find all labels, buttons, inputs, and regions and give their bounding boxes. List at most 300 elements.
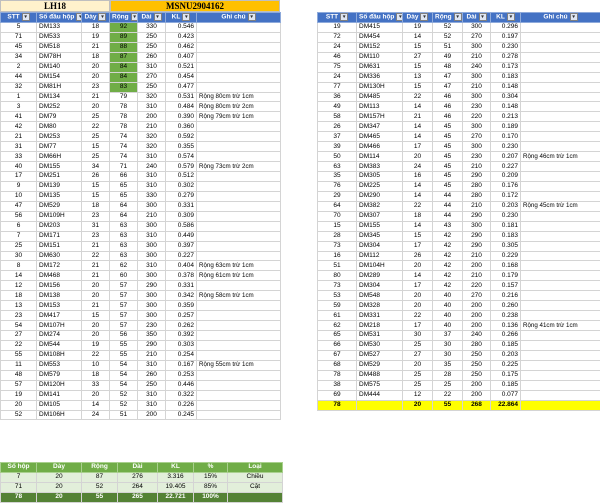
cell-weight[interactable]: 0.213 <box>491 112 521 122</box>
summary-cell-type[interactable]: Chiều <box>228 472 283 482</box>
cell-width[interactable]: 44 <box>433 201 463 211</box>
cell-thickness[interactable]: 24 <box>82 410 110 420</box>
header-box-number[interactable] <box>357 13 403 23</box>
total-cell-note[interactable] <box>521 400 600 410</box>
cell-stt[interactable]: 42 <box>1 122 37 132</box>
cell-weight[interactable]: 0.230 <box>491 211 521 221</box>
cell-width[interactable]: 56 <box>110 331 138 341</box>
cell-stt[interactable]: 23 <box>1 311 37 321</box>
cell-box-number[interactable]: DM225 <box>357 181 403 191</box>
header-note[interactable] <box>197 13 281 23</box>
summary-total-length[interactable]: 265 <box>118 492 158 502</box>
cell-stt[interactable]: 61 <box>318 311 357 321</box>
cell-stt[interactable]: 70 <box>318 211 357 221</box>
cell-width[interactable]: 45 <box>433 132 463 142</box>
cell-weight[interactable]: 0.253 <box>166 370 197 380</box>
cell-box-number[interactable]: DM417 <box>37 311 82 321</box>
cell-thickness[interactable]: 15 <box>82 191 110 201</box>
cell-width[interactable]: 46 <box>433 112 463 122</box>
cell-note[interactable] <box>197 42 281 52</box>
header-weight[interactable] <box>491 13 521 23</box>
cell-weight[interactable]: 0.175 <box>491 370 521 380</box>
header-length[interactable] <box>463 13 491 23</box>
cell-length[interactable]: 200 <box>138 112 166 122</box>
cell-note[interactable] <box>197 321 281 331</box>
cell-stt[interactable]: 21 <box>1 132 37 142</box>
cell-box-number[interactable]: DM218 <box>357 321 403 331</box>
header-width[interactable] <box>433 13 463 23</box>
cell-box-number[interactable]: DM485 <box>357 92 403 102</box>
cell-weight[interactable]: 0.257 <box>166 311 197 321</box>
cell-note[interactable] <box>197 72 281 82</box>
cell-note[interactable] <box>197 350 281 360</box>
cell-thickness[interactable]: 22 <box>403 311 433 321</box>
cell-stt[interactable]: 73 <box>318 241 357 251</box>
cell-note[interactable] <box>197 201 281 211</box>
cell-thickness[interactable]: 18 <box>403 211 433 221</box>
cell-width[interactable]: 63 <box>110 241 138 251</box>
cell-width[interactable]: 63 <box>110 221 138 231</box>
cell-box-number[interactable]: DM345 <box>357 231 403 241</box>
cell-box-number[interactable]: DM529 <box>357 360 403 370</box>
cell-note[interactable] <box>197 221 281 231</box>
cell-length[interactable]: 210 <box>138 211 166 221</box>
cell-stt[interactable]: 6 <box>1 221 37 231</box>
cell-note[interactable] <box>521 132 600 142</box>
cell-stt[interactable]: 40 <box>1 162 37 172</box>
header-weight[interactable] <box>166 13 197 23</box>
cell-weight[interactable]: 0.342 <box>166 291 197 301</box>
cell-length[interactable]: 300 <box>138 311 166 321</box>
cell-box-number[interactable]: DM466 <box>357 142 403 152</box>
cell-weight[interactable]: 0.157 <box>491 281 521 291</box>
cell-thickness[interactable]: 17 <box>403 241 433 251</box>
cell-thickness[interactable]: 20 <box>82 331 110 341</box>
cell-length[interactable]: 210 <box>463 201 491 211</box>
cell-note[interactable] <box>521 360 600 370</box>
cell-width[interactable]: 30 <box>433 350 463 360</box>
cell-length[interactable]: 300 <box>463 221 491 231</box>
cell-weight[interactable]: 0.183 <box>491 72 521 82</box>
cell-box-number[interactable]: DM120H <box>37 380 82 390</box>
cell-width[interactable]: 78 <box>110 102 138 112</box>
cell-note[interactable] <box>521 370 600 380</box>
cell-stt[interactable]: 54 <box>1 321 37 331</box>
cell-stt[interactable]: 73 <box>318 281 357 291</box>
cell-width[interactable]: 62 <box>110 261 138 271</box>
cell-stt[interactable]: 11 <box>1 360 37 370</box>
cell-stt[interactable]: 44 <box>1 72 37 82</box>
cell-thickness[interactable]: 20 <box>403 291 433 301</box>
cell-weight[interactable]: 0.170 <box>491 132 521 142</box>
cell-thickness[interactable]: 19 <box>82 32 110 42</box>
header-stt[interactable] <box>1 13 37 23</box>
cell-note[interactable]: Rộng 79cm trừ 1cm <box>197 112 281 122</box>
cell-note[interactable] <box>521 281 600 291</box>
cell-stt[interactable]: 32 <box>1 82 37 92</box>
cell-box-number[interactable]: DM304 <box>357 241 403 251</box>
cell-length[interactable]: 310 <box>138 390 166 400</box>
cell-width[interactable]: 88 <box>110 42 138 52</box>
summary-cell-type[interactable]: Cặt <box>228 482 283 492</box>
cell-length[interactable]: 300 <box>138 301 166 311</box>
cell-thickness[interactable]: 25 <box>82 132 110 142</box>
cell-note[interactable] <box>521 92 600 102</box>
cell-width[interactable]: 40 <box>433 321 463 331</box>
cell-width[interactable]: 57 <box>110 291 138 301</box>
sheet-title-left[interactable]: LH18 <box>0 0 110 12</box>
cell-stt[interactable]: 2 <box>1 62 37 72</box>
cell-thickness[interactable]: 21 <box>82 261 110 271</box>
cell-thickness[interactable]: 20 <box>403 360 433 370</box>
cell-width[interactable]: 57 <box>110 311 138 321</box>
sheet-title-right[interactable]: MSNU2904162 <box>110 0 280 12</box>
cell-box-number[interactable]: DM138 <box>37 291 82 301</box>
cell-weight[interactable]: 0.586 <box>166 221 197 231</box>
cell-length[interactable]: 200 <box>138 410 166 420</box>
cell-box-number[interactable]: DM152 <box>357 42 403 52</box>
cell-width[interactable]: 45 <box>433 122 463 132</box>
summary-cell-percent[interactable]: 85% <box>194 482 228 492</box>
cell-weight[interactable]: 0.168 <box>491 261 521 271</box>
cell-length[interactable]: 230 <box>463 102 491 112</box>
cell-thickness[interactable]: 15 <box>403 82 433 92</box>
cell-box-number[interactable]: DM109H <box>37 211 82 221</box>
cell-box-number[interactable]: DM140 <box>37 62 82 72</box>
cell-stt[interactable]: 55 <box>1 350 37 360</box>
cell-weight[interactable]: 0.230 <box>491 42 521 52</box>
cell-box-number[interactable]: DM78H <box>37 52 82 62</box>
cell-weight[interactable]: 0.392 <box>166 331 197 341</box>
cell-stt[interactable]: 15 <box>318 221 357 231</box>
cell-width[interactable]: 42 <box>433 241 463 251</box>
cell-stt[interactable]: 77 <box>318 82 357 92</box>
cell-note[interactable]: Rộng 45cm trừ 1cm <box>521 201 600 211</box>
cell-width[interactable]: 48 <box>433 62 463 72</box>
cell-weight[interactable]: 0.454 <box>166 72 197 82</box>
cell-box-number[interactable]: DM631 <box>357 62 403 72</box>
summary-header-box-count[interactable]: Số hộp <box>1 463 37 473</box>
cell-stt[interactable]: 1 <box>1 92 37 102</box>
cell-thickness[interactable]: 14 <box>403 132 433 142</box>
cell-note[interactable] <box>521 72 600 82</box>
cell-note[interactable] <box>521 291 600 301</box>
cell-note[interactable] <box>197 410 281 420</box>
summary-total-box-count[interactable]: 78 <box>1 492 37 502</box>
cell-weight[interactable]: 0.484 <box>166 102 197 112</box>
header-length[interactable] <box>138 13 166 23</box>
cell-note[interactable] <box>521 122 600 132</box>
cell-stt[interactable]: 19 <box>318 22 357 32</box>
cell-thickness[interactable]: 17 <box>403 281 433 291</box>
cell-box-number[interactable]: DM465 <box>357 132 403 142</box>
cell-width[interactable]: 65 <box>110 181 138 191</box>
cell-box-number[interactable]: DM171 <box>37 231 82 241</box>
cell-box-number[interactable]: DM533 <box>37 32 82 42</box>
cell-length[interactable]: 300 <box>463 92 491 102</box>
cell-thickness[interactable]: 23 <box>82 82 110 92</box>
cell-thickness[interactable]: 21 <box>82 42 110 52</box>
cell-thickness[interactable]: 15 <box>82 181 110 191</box>
cell-note[interactable]: Rộng 80cm trừ 1cm <box>197 92 281 102</box>
cell-note[interactable] <box>197 122 281 132</box>
cell-stt[interactable]: 72 <box>318 32 357 42</box>
cell-box-number[interactable]: DM139 <box>37 181 82 191</box>
cell-width[interactable]: 42 <box>433 261 463 271</box>
cell-length[interactable]: 300 <box>463 42 491 52</box>
cell-length[interactable]: 200 <box>463 321 491 331</box>
cell-thickness[interactable]: 14 <box>403 181 433 191</box>
cell-weight[interactable]: 0.574 <box>166 152 197 162</box>
cell-width[interactable]: 92 <box>110 22 138 32</box>
cell-thickness[interactable]: 21 <box>82 271 110 281</box>
summary-cell-weight[interactable]: 3.316 <box>158 472 194 482</box>
cell-stt[interactable]: 46 <box>318 52 357 62</box>
cell-stt[interactable]: 12 <box>1 281 37 291</box>
cell-thickness[interactable]: 14 <box>403 271 433 281</box>
cell-stt[interactable]: 52 <box>1 410 37 420</box>
cell-stt[interactable]: 29 <box>318 191 357 201</box>
cell-box-number[interactable]: DM252 <box>37 102 82 112</box>
cell-weight[interactable]: 0.185 <box>491 380 521 390</box>
cell-thickness[interactable]: 15 <box>403 62 433 72</box>
cell-weight[interactable]: 0.185 <box>491 340 521 350</box>
cell-length[interactable]: 290 <box>463 211 491 221</box>
cell-length[interactable]: 300 <box>138 221 166 231</box>
cell-length[interactable]: 330 <box>138 191 166 201</box>
cell-box-number[interactable]: DM304 <box>357 281 403 291</box>
cell-width[interactable]: 84 <box>110 62 138 72</box>
cell-length[interactable]: 210 <box>463 271 491 281</box>
cell-length[interactable]: 320 <box>138 142 166 152</box>
cell-length[interactable]: 230 <box>138 321 166 331</box>
cell-width[interactable]: 44 <box>433 191 463 201</box>
cell-length[interactable]: 240 <box>463 62 491 72</box>
cell-note[interactable] <box>197 241 281 251</box>
cell-box-number[interactable]: DM104H <box>357 261 403 271</box>
cell-thickness[interactable]: 21 <box>403 112 433 122</box>
cell-stt[interactable]: 10 <box>1 191 37 201</box>
summary-header-type[interactable]: Loại <box>228 463 283 473</box>
cell-note[interactable]: Rộng 63cm trừ 1cm <box>197 261 281 271</box>
cell-weight[interactable]: 0.397 <box>166 241 197 251</box>
cell-width[interactable]: 57 <box>110 301 138 311</box>
cell-stt[interactable]: 25 <box>1 241 37 251</box>
cell-thickness[interactable]: 20 <box>82 62 110 72</box>
cell-thickness[interactable]: 25 <box>403 370 433 380</box>
cell-note[interactable] <box>197 301 281 311</box>
cell-width[interactable]: 52 <box>110 400 138 410</box>
cell-width[interactable]: 25 <box>433 380 463 390</box>
cell-width[interactable]: 63 <box>110 231 138 241</box>
cell-box-number[interactable]: DM630 <box>37 251 82 261</box>
cell-length[interactable]: 210 <box>463 82 491 92</box>
cell-width[interactable]: 45 <box>433 142 463 152</box>
cell-stt[interactable]: 41 <box>1 112 37 122</box>
cell-length[interactable]: 300 <box>138 291 166 301</box>
summary-cell-width[interactable]: 52 <box>82 482 118 492</box>
cell-note[interactable] <box>197 281 281 291</box>
cell-thickness[interactable]: 27 <box>403 350 433 360</box>
summary-total-weight[interactable]: 22.721 <box>158 492 194 502</box>
cell-note[interactable] <box>197 340 281 350</box>
cell-weight[interactable]: 0.378 <box>166 271 197 281</box>
summary-header-width[interactable]: Rộng <box>82 463 118 473</box>
cell-length[interactable]: 310 <box>138 102 166 112</box>
cell-width[interactable]: 51 <box>433 42 463 52</box>
cell-width[interactable]: 49 <box>433 52 463 62</box>
summary-cell-thickness[interactable]: 20 <box>37 482 82 492</box>
cell-note[interactable] <box>197 52 281 62</box>
cell-weight[interactable]: 0.262 <box>166 321 197 331</box>
cell-length[interactable]: 210 <box>463 162 491 172</box>
cell-stt[interactable]: 22 <box>1 340 37 350</box>
cell-stt[interactable]: 59 <box>318 301 357 311</box>
cell-thickness[interactable]: 23 <box>82 231 110 241</box>
cell-thickness[interactable]: 26 <box>403 251 433 261</box>
cell-weight[interactable]: 0.477 <box>166 82 197 92</box>
cell-box-number[interactable]: DM548 <box>357 291 403 301</box>
cell-width[interactable]: 74 <box>110 132 138 142</box>
cell-stt[interactable]: 66 <box>318 340 357 350</box>
cell-width[interactable]: 65 <box>110 191 138 201</box>
cell-weight[interactable]: 0.407 <box>166 52 197 62</box>
cell-length[interactable]: 270 <box>463 132 491 142</box>
cell-length[interactable]: 250 <box>138 32 166 42</box>
cell-length[interactable]: 270 <box>463 32 491 42</box>
filter-dropdown-icon[interactable]: ▾ <box>479 13 487 21</box>
cell-thickness[interactable]: 25 <box>403 380 433 390</box>
cell-length[interactable]: 310 <box>138 172 166 182</box>
cell-length[interactable]: 200 <box>463 311 491 321</box>
cell-weight[interactable]: 0.359 <box>166 301 197 311</box>
cell-weight[interactable]: 0.148 <box>491 82 521 92</box>
cell-thickness[interactable]: 12 <box>403 390 433 400</box>
cell-box-number[interactable]: DM382 <box>357 201 403 211</box>
cell-width[interactable]: 84 <box>110 72 138 82</box>
filter-dropdown-icon[interactable]: ▾ <box>182 13 190 21</box>
cell-thickness[interactable]: 21 <box>82 92 110 102</box>
cell-weight[interactable]: 0.183 <box>491 231 521 241</box>
cell-note[interactable] <box>521 162 600 172</box>
cell-length[interactable]: 210 <box>138 122 166 132</box>
cell-stt[interactable]: 57 <box>1 380 37 390</box>
cell-weight[interactable]: 0.423 <box>166 32 197 42</box>
cell-thickness[interactable]: 27 <box>403 52 433 62</box>
cell-length[interactable]: 210 <box>463 251 491 261</box>
cell-box-number[interactable]: DM307 <box>357 211 403 221</box>
cell-note[interactable]: Rộng 58cm trừ 1cm <box>197 291 281 301</box>
cell-weight[interactable]: 0.331 <box>166 201 197 211</box>
cell-stt[interactable]: 19 <box>1 390 37 400</box>
cell-thickness[interactable]: 20 <box>82 102 110 112</box>
cell-thickness[interactable]: 26 <box>82 172 110 182</box>
summary-cell-percent[interactable]: 15% <box>194 472 228 482</box>
cell-length[interactable]: 250 <box>463 350 491 360</box>
cell-weight[interactable]: 0.203 <box>491 201 521 211</box>
cell-length[interactable]: 200 <box>463 380 491 390</box>
cell-weight[interactable]: 0.303 <box>166 340 197 350</box>
cell-note[interactable] <box>197 132 281 142</box>
cell-stt[interactable]: 39 <box>318 142 357 152</box>
cell-length[interactable]: 330 <box>138 22 166 32</box>
cell-width[interactable]: 55 <box>110 350 138 360</box>
cell-note[interactable] <box>521 251 600 261</box>
cell-box-number[interactable]: DM336 <box>357 72 403 82</box>
cell-note[interactable] <box>197 172 281 182</box>
cell-length[interactable]: 320 <box>138 92 166 102</box>
cell-note[interactable] <box>197 142 281 152</box>
cell-thickness[interactable]: 22 <box>403 92 433 102</box>
summary-header-length[interactable]: Dài <box>118 463 158 473</box>
header-thickness[interactable] <box>82 13 110 23</box>
cell-thickness[interactable]: 15 <box>403 42 433 52</box>
cell-thickness[interactable]: 14 <box>403 221 433 231</box>
cell-note[interactable] <box>197 311 281 321</box>
cell-length[interactable]: 310 <box>138 360 166 370</box>
cell-box-number[interactable]: DM331 <box>357 311 403 321</box>
cell-weight[interactable]: 0.404 <box>166 261 197 271</box>
cell-width[interactable]: 28 <box>433 370 463 380</box>
cell-box-number[interactable]: DM383 <box>357 162 403 172</box>
cell-length[interactable]: 250 <box>463 370 491 380</box>
cell-box-number[interactable]: DM134 <box>37 92 82 102</box>
cell-box-number[interactable]: DM105 <box>37 400 82 410</box>
cell-width[interactable]: 45 <box>433 162 463 172</box>
cell-weight[interactable]: 0.230 <box>491 142 521 152</box>
cell-note[interactable]: Rộng 55cm trừ 1cm <box>197 360 281 370</box>
cell-box-number[interactable]: DM253 <box>37 132 82 142</box>
cell-box-number[interactable]: DM530 <box>357 340 403 350</box>
cell-length[interactable]: 260 <box>138 52 166 62</box>
cell-width[interactable]: 42 <box>433 271 463 281</box>
cell-box-number[interactable]: DM289 <box>357 271 403 281</box>
cell-length[interactable]: 300 <box>138 241 166 251</box>
summary-cell-thickness[interactable]: 20 <box>37 472 82 482</box>
cell-thickness[interactable]: 30 <box>403 331 433 341</box>
cell-box-number[interactable]: DM130H <box>357 82 403 92</box>
cell-thickness[interactable]: 14 <box>403 102 433 112</box>
cell-width[interactable]: 40 <box>433 291 463 301</box>
cell-stt[interactable]: 17 <box>1 172 37 182</box>
cell-box-number[interactable]: DM518 <box>37 42 82 52</box>
cell-stt[interactable]: 65 <box>318 331 357 341</box>
cell-box-number[interactable]: DM251 <box>37 172 82 182</box>
cell-box-number[interactable]: DM553 <box>37 360 82 370</box>
cell-thickness[interactable]: 19 <box>82 340 110 350</box>
cell-box-number[interactable]: DM156 <box>37 281 82 291</box>
summary-header-percent[interactable]: % <box>194 463 228 473</box>
cell-note[interactable] <box>521 271 600 281</box>
cell-weight[interactable]: 0.077 <box>491 390 521 400</box>
cell-width[interactable]: 37 <box>433 331 463 341</box>
cell-note[interactable] <box>521 311 600 321</box>
cell-width[interactable]: 54 <box>110 370 138 380</box>
cell-width[interactable]: 55 <box>110 340 138 350</box>
cell-note[interactable] <box>521 42 600 52</box>
cell-box-number[interactable]: DM305 <box>357 172 403 182</box>
cell-weight[interactable]: 0.512 <box>166 172 197 182</box>
cell-thickness[interactable]: 18 <box>82 201 110 211</box>
cell-box-number[interactable]: DM172 <box>37 261 82 271</box>
cell-width[interactable]: 83 <box>110 82 138 92</box>
cell-weight[interactable]: 0.546 <box>166 22 197 32</box>
cell-thickness[interactable]: 25 <box>82 112 110 122</box>
cell-box-number[interactable]: DM575 <box>357 380 403 390</box>
cell-weight[interactable]: 0.322 <box>166 390 197 400</box>
filter-dropdown-icon[interactable]: ▾ <box>131 13 138 21</box>
cell-note[interactable] <box>197 62 281 72</box>
